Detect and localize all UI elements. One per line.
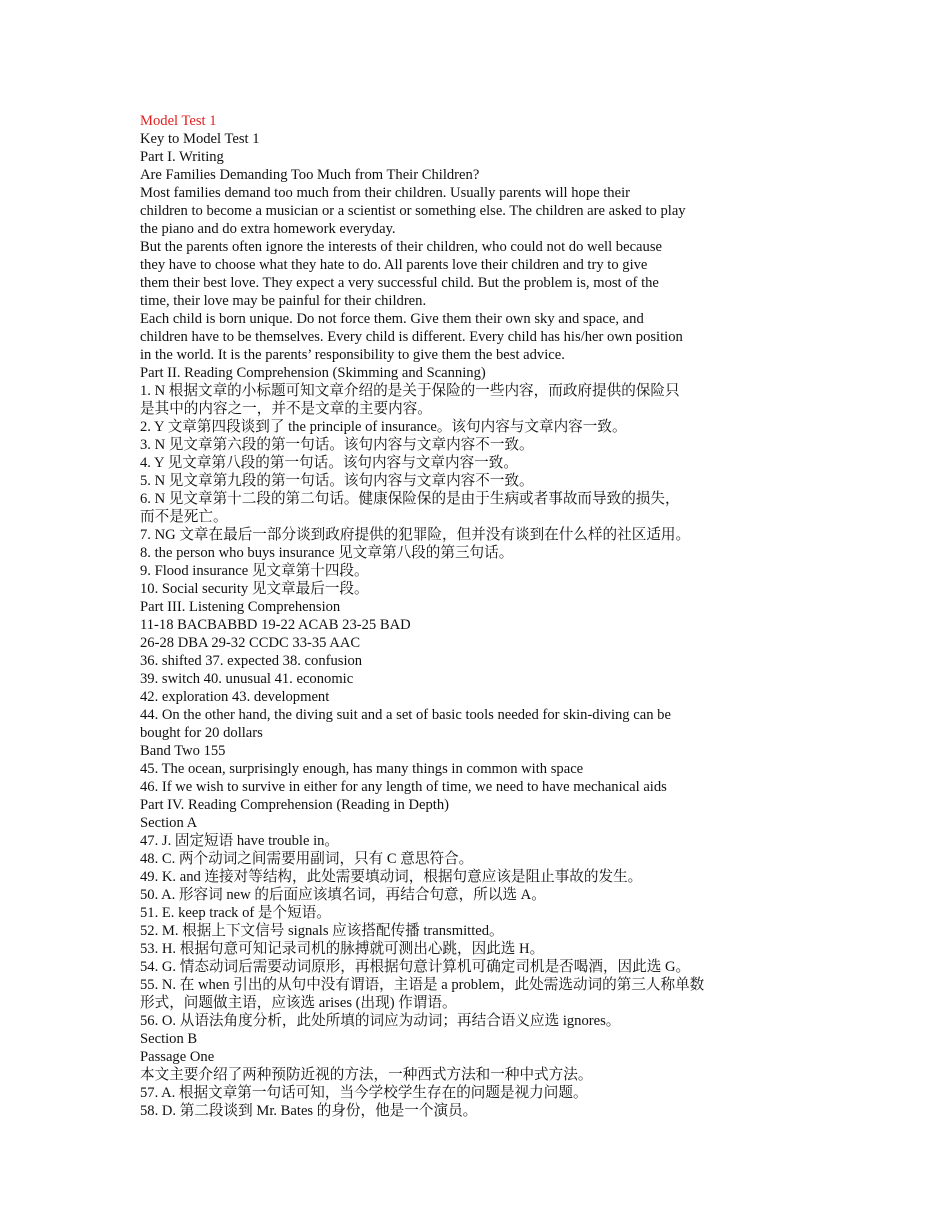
- text-line: 6. N 见文章第十二段的第二句话。健康保险保的是由于生病或者事故而导致的损失，: [140, 491, 680, 507]
- text-line: 是其中的内容之一，并不是文章的主要内容。: [140, 401, 432, 417]
- text-line: 2. Y 文章第四段谈到了 the principle of insurance。该句内容与文章内容一致。: [140, 419, 627, 435]
- text-line: Part II. Reading Comprehension (Skimming and Scanning): [140, 365, 486, 381]
- text-line: Section B: [140, 1031, 198, 1047]
- text-line: 3. N 见文章第六段的第一句话。该句内容与文章内容不一致。: [140, 437, 534, 453]
- text-line: 53. H. 根据句意可知记录司机的脉搏就可测出心跳，因此选 H。: [140, 941, 545, 957]
- text-line: 54. G. 情态动词后需要动词原形，再根据句意计算机可确定司机是否喝酒，因此选 G。: [140, 959, 691, 975]
- text-line: 49. K. and 连接对等结构，此处需要填动词，根据句意应该是阻止事故的发生。: [140, 869, 643, 885]
- text-line: Part I. Writing: [140, 149, 224, 165]
- text-line: 50. A. 形容词 new 的后面应该填名词，再结合句意，所以选 A。: [140, 887, 546, 903]
- text-line: Key to Model Test 1: [140, 131, 260, 147]
- text-line: in the world. It is the parents’ responsibility to give them the best advice.: [140, 347, 565, 363]
- text-line: Section A: [140, 815, 198, 831]
- text-line: Each child is born unique. Do not force them. Give them their own sky and space, and: [140, 311, 644, 327]
- text-line: them their best love. They expect a very successful child. But the problem is, most of the: [140, 275, 659, 291]
- text-line: 58. D. 第二段谈到 Mr. Bates 的身份，他是一个演员。: [140, 1103, 478, 1119]
- text-line: children to become a musician or a scientist or something else. The children are asked to play: [140, 203, 686, 219]
- text-line: 本文主要介绍了两种预防近视的方法，一种西式方法和一种中式方法。: [140, 1067, 593, 1083]
- text-line: 45. The ocean, surprisingly enough, has many things in common with space: [140, 761, 584, 777]
- text-line: Are Families Demanding Too Much from Their Children?: [140, 167, 480, 183]
- text-line: time, their love may be painful for their children.: [140, 293, 427, 309]
- text-line: 57. A. 根据文章第一句话可知，当今学校学生存在的问题是视力问题。: [140, 1085, 588, 1101]
- text-line: 1. N 根据文章的小标题可知文章介绍的是关于保险的一些内容，而政府提供的保险只: [140, 383, 680, 399]
- text-line: 4. Y 见文章第八段的第一句话。该句内容与文章内容一致。: [140, 455, 518, 471]
- text-line: 56. O. 从语法角度分析，此处所填的词应为动词；再结合语义应选 ignores。: [140, 1013, 621, 1029]
- text-line: 48. C. 两个动词之间需要用副词，只有 C 意思符合。: [140, 851, 474, 867]
- text-line: 42. exploration 43. development: [140, 689, 330, 705]
- text-line: 47. J. 固定短语 have trouble in。: [140, 833, 340, 849]
- document-body: [140, 112, 750, 1120]
- text-line: 11-18 BACBABBD 19-22 ACAB 23-25 BAD: [140, 617, 411, 633]
- text-line: they have to choose what they hate to do. All parents love their children and try to give: [140, 257, 648, 273]
- text-line: bought for 20 dollars: [140, 725, 263, 741]
- text-line: 而不是死亡。: [140, 509, 228, 525]
- text-line: 5. N 见文章第九段的第一句话。该句内容与文章内容不一致。: [140, 473, 534, 489]
- text-line: 44. On the other hand, the diving suit and a set of basic tools needed for skin-diving can be: [140, 707, 671, 723]
- text-line: 55. N. 在 when 引出的从句中没有谓语，主语是 a problem，此处需选动词的第三人称单数: [140, 977, 705, 993]
- text-line: But the parents often ignore the interests of their children, who could not do well because: [140, 239, 662, 255]
- text-line: 36. shifted 37. expected 38. confusion: [140, 653, 363, 669]
- text-line: 51. E. keep track of 是个短语。: [140, 905, 331, 921]
- text-line: 46. If we wish to survive in either for any length of time, we need to have mechanical aids: [140, 779, 667, 795]
- text-line: 26-28 DBA 29-32 CCDC 33-35 AAC: [140, 635, 361, 651]
- text-line: 52. M. 根据上下文信号 signals 应该搭配传播 transmitted。: [140, 923, 504, 939]
- text-line: children have to be themselves. Every child is different. Every child has his/her own position: [140, 329, 683, 345]
- text-line: 10. Social security 见文章最后一段。: [140, 581, 369, 597]
- text-line: 9. Flood insurance 见文章第十四段。: [140, 563, 369, 579]
- text-line: Part III. Listening Comprehension: [140, 599, 341, 615]
- document-title: Model Test 1: [140, 113, 217, 129]
- text-line: Most families demand too much from their children. Usually parents will hope their: [140, 185, 630, 201]
- text-line: Passage One: [140, 1049, 215, 1065]
- text-line: Part IV. Reading Comprehension (Reading in Depth): [140, 797, 449, 813]
- text-line: 形式，问题做主语，应该选 arises (出现) 作谓语。: [140, 995, 457, 1011]
- text-line: the piano and do extra homework everyday.: [140, 221, 396, 237]
- text-line: 8. the person who buys insurance 见文章第八段的第三句话。: [140, 545, 514, 561]
- document-lines: [140, 130, 750, 1120]
- text-line: 7. NG 文章在最后一部分谈到政府提供的犯罪险，但并没有谈到在什么样的社区适用。: [140, 527, 691, 543]
- text-line: 39. switch 40. unusual 41. economic: [140, 671, 354, 687]
- text-line: Band Two 155: [140, 743, 226, 759]
